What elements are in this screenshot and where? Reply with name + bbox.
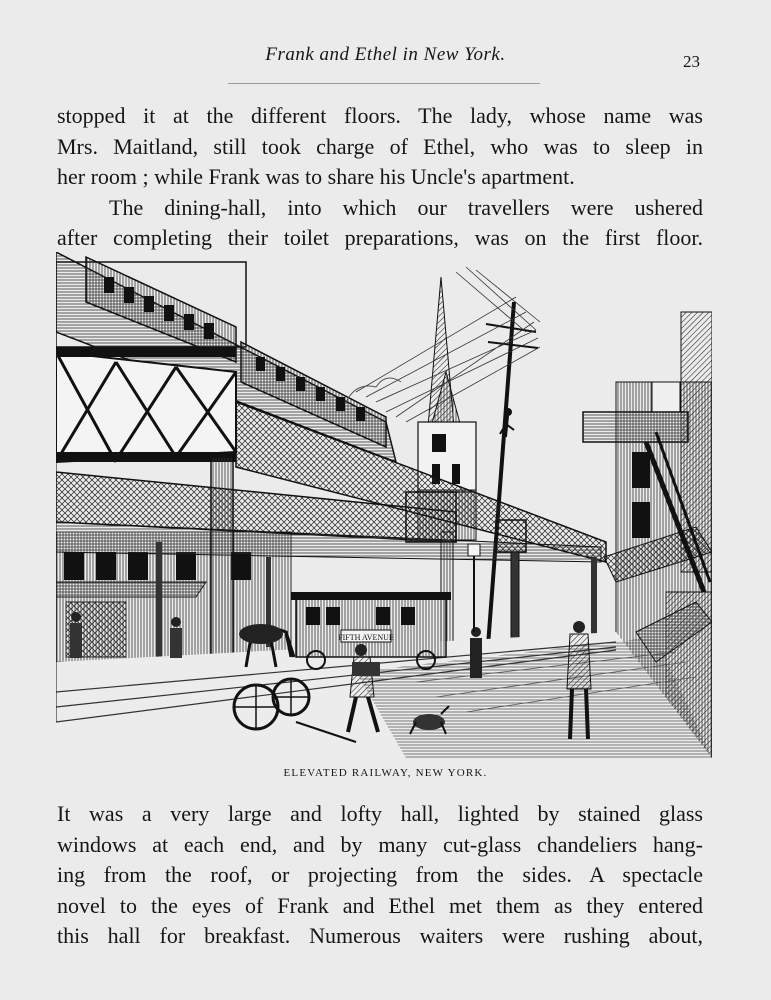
text-line: novel to the eyes of Frank and Ethel met them as they entered: [57, 892, 703, 918]
text-line: It was a very large and lofty hall, lighted by stained glass: [57, 801, 703, 826]
text-line: stopped it at the different floors. The lady, whose name was: [57, 103, 703, 128]
streetcar-sign: FIFTH AVENUE: [338, 633, 394, 642]
text-line: The dining-hall, into which our travellers were ushered: [109, 194, 703, 220]
text-line: Mrs. Maitland, still took charge of Ethel, who was to sleep in: [57, 133, 703, 159]
body-text-top: [57, 101, 703, 254]
running-head: Frank and Ethel in New York.: [265, 44, 506, 65]
illustration-caption: ELEVATED RAILWAY, NEW YORK.: [283, 767, 488, 779]
text-line: after completing their toilet preparations, was on the first floor.: [57, 225, 703, 250]
text-line: windows at each end, and by many cut-glass chandeliers hang-: [57, 831, 703, 857]
text-line: this hall for breakfast. Numerous waiters were rushing about,: [57, 923, 703, 948]
header-rule: [228, 83, 540, 84]
text-line: her room ; while Frank was to share his Uncle's apartment.: [57, 164, 575, 189]
body-text-bottom: [57, 799, 703, 952]
text-line: ing from the roof, or projecting from the sides. A spectacle: [57, 862, 703, 887]
page-number: 23: [683, 52, 700, 71]
elevated-railway-engraving: [56, 252, 712, 758]
